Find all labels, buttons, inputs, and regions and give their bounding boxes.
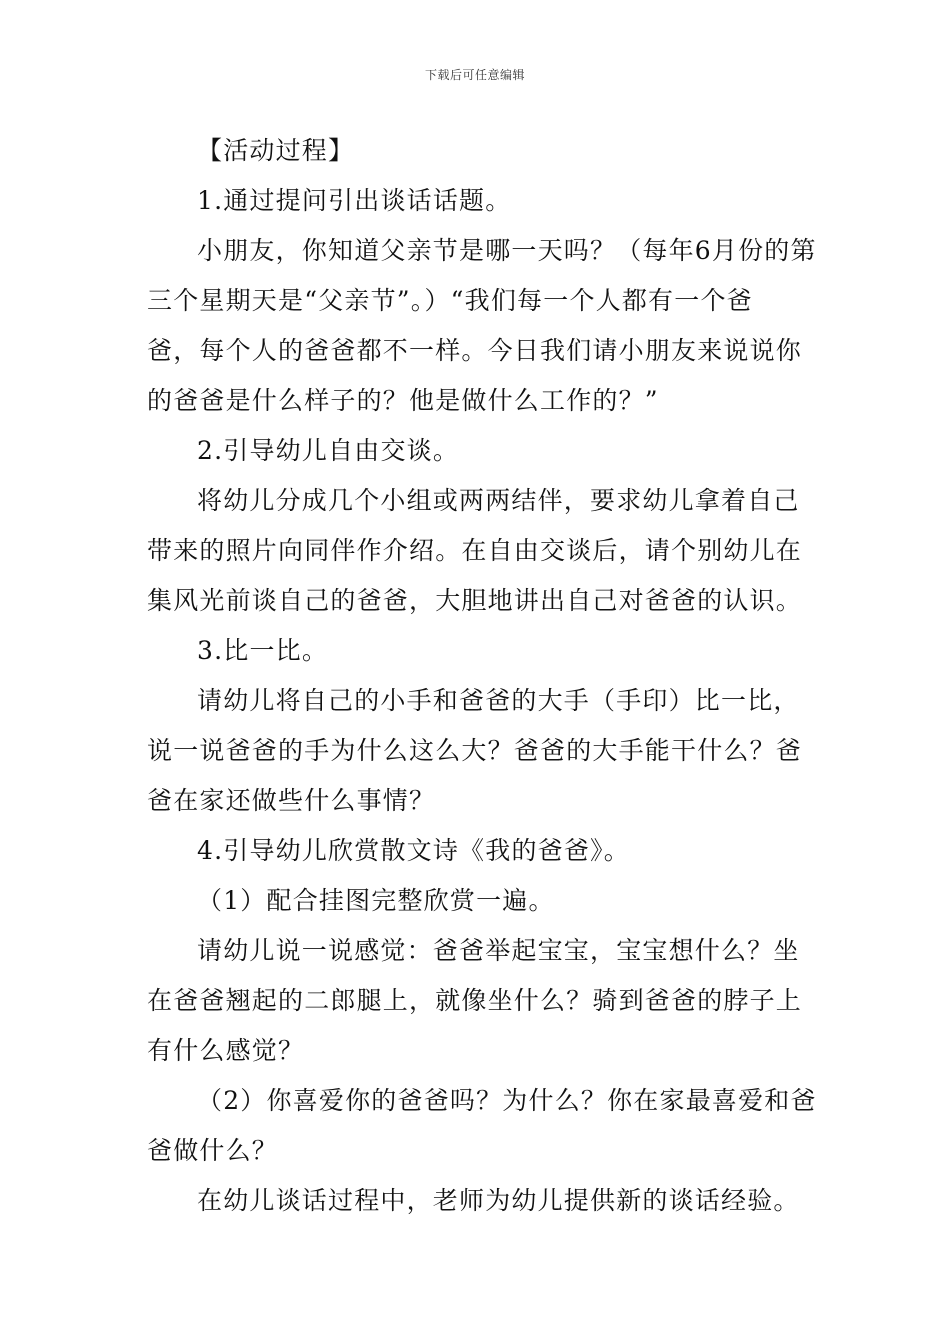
- paragraph-line: 爸做什么？: [147, 1136, 279, 1165]
- paragraph-line: 说一说爸爸的手为什么这么大？爸爸的大手能干什么？爸: [147, 736, 803, 765]
- sub-step-2: （2）你喜爱你的爸爸吗？为什么？你在家最喜爱和爸: [197, 1086, 817, 1115]
- paragraph-line: 集风光前谈自己的爸爸，大胆地讲出自己对爸爸的认识。: [147, 586, 803, 615]
- step-heading-2: 2.引导幼儿自由交谈。: [197, 436, 460, 465]
- paragraph-line: 请幼儿说一说感觉：爸爸举起宝宝，宝宝想什么？坐: [197, 936, 800, 965]
- document-body: [147, 126, 817, 1226]
- step-heading-1: 1.通过提问引出谈话话题。: [197, 186, 512, 215]
- paragraph-line: 请幼儿将自己的小手和爸爸的大手（手印）比一比，: [197, 686, 800, 715]
- paragraph-line: 小朋友，你知道父亲节是哪一天吗？（每年6月份的第: [197, 236, 817, 265]
- paragraph-line: 爸，每个人的爸爸都不一样。今日我们请小朋友来说说你: [147, 336, 803, 365]
- paragraph-line: 在爸爸翘起的二郎腿上，就像坐什么？骑到爸爸的脖子上: [147, 986, 803, 1015]
- sub-step-1: （1）配合挂图完整欣赏一遍。: [197, 886, 555, 915]
- page-header-note: 下载后可任意编辑: [424, 68, 525, 82]
- section-heading: 【活动过程】: [197, 136, 355, 165]
- paragraph-line: 爸在家还做些什么事情？: [147, 786, 436, 815]
- paragraph-line: 的爸爸是什么样子的？他是做什么工作的？”: [147, 386, 659, 415]
- paragraph-line: 三个星期天是“父亲节”。）“我们每一个人都有一个爸: [147, 286, 753, 315]
- paragraph-line: 带来的照片向同伴作介绍。在自由交谈后，请个别幼儿在: [147, 536, 803, 565]
- step-heading-3: 3.比一比。: [197, 636, 329, 665]
- paragraph-line: 在幼儿谈话过程中，老师为幼儿提供新的谈话经验。: [197, 1186, 800, 1215]
- paragraph-line: 有什么感觉？: [147, 1036, 305, 1065]
- paragraph-line: 将幼儿分成几个小组或两两结伴，要求幼儿拿着自己: [197, 486, 800, 515]
- step-heading-4: 4.引导幼儿欣赏散文诗《我的爸爸》。: [197, 836, 630, 865]
